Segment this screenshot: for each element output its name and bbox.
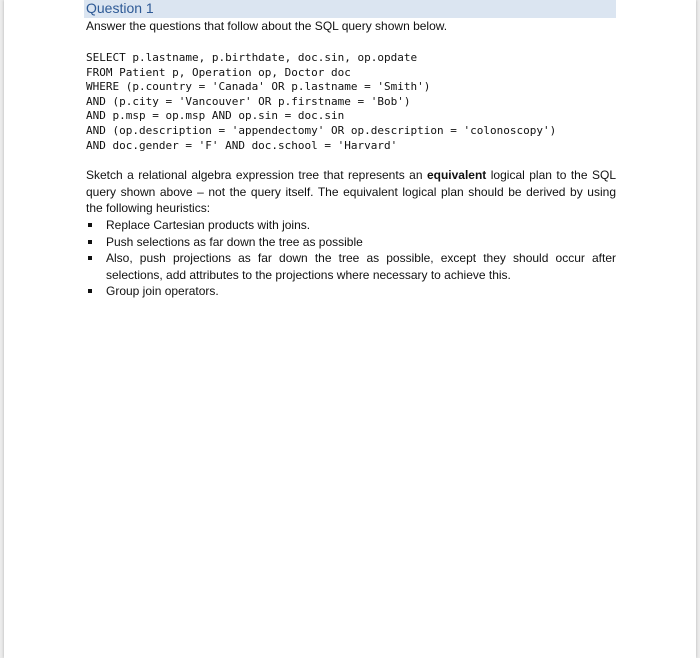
instructions-text-start: Sketch a relational algebra expression tree that represents an: [86, 168, 427, 182]
sql-line: AND doc.gender = 'F' AND doc.school = 'Harvard': [86, 138, 398, 152]
sql-line: SELECT p.lastname, p.birthdate, doc.sin, op.opdate: [86, 51, 418, 64]
bullet-icon: [88, 256, 92, 260]
heuristic-text: Group join operators.: [106, 284, 219, 298]
bullet-icon: [88, 223, 92, 227]
instructions-text-end: logical plan to the SQL query shown above – not the query itself. The equivalent logical plan should be derived by using the following heuristics:: [86, 168, 616, 215]
bullet-icon: [88, 240, 92, 244]
heuristics-list: [86, 217, 616, 300]
sql-line: AND (op.description = 'appendectomy' OR op.description = 'colonoscopy'): [86, 123, 557, 137]
list-item: [86, 250, 616, 283]
heuristic-text: Push selections as far down the tree as possible: [106, 234, 363, 249]
heuristic-text: Also, push projections as far down the tree as possible, except they should occur after selections, add attributes to the projections where necessary to achieve this.: [106, 251, 616, 282]
list-item: [86, 234, 616, 251]
sql-line: AND p.msp = op.msp AND op.sin = doc.sin: [86, 109, 345, 123]
list-item: [86, 283, 616, 300]
sql-line: AND (p.city = 'Vancouver' OR p.firstname = 'Bob'): [86, 94, 411, 108]
question-intro: Answer the questions that follow about the SQL query shown below.: [86, 19, 448, 33]
heuristic-text: Replace Cartesian products with joins.: [106, 218, 311, 232]
bullet-icon: [88, 289, 92, 293]
list-item: [86, 217, 616, 234]
instructions-paragraph: [86, 167, 616, 217]
document-page: [4, 0, 696, 658]
question-title: Question 1: [86, 0, 154, 16]
sql-line: FROM Patient p, Operation op, Doctor doc: [86, 65, 351, 79]
instructions-bold-word: equivalent: [426, 168, 487, 182]
sql-line: WHERE (p.country = 'Canada' OR p.lastname = 'Smith'): [86, 80, 431, 94]
question-title-bar: [84, 0, 616, 18]
sql-query-block: [86, 51, 556, 153]
